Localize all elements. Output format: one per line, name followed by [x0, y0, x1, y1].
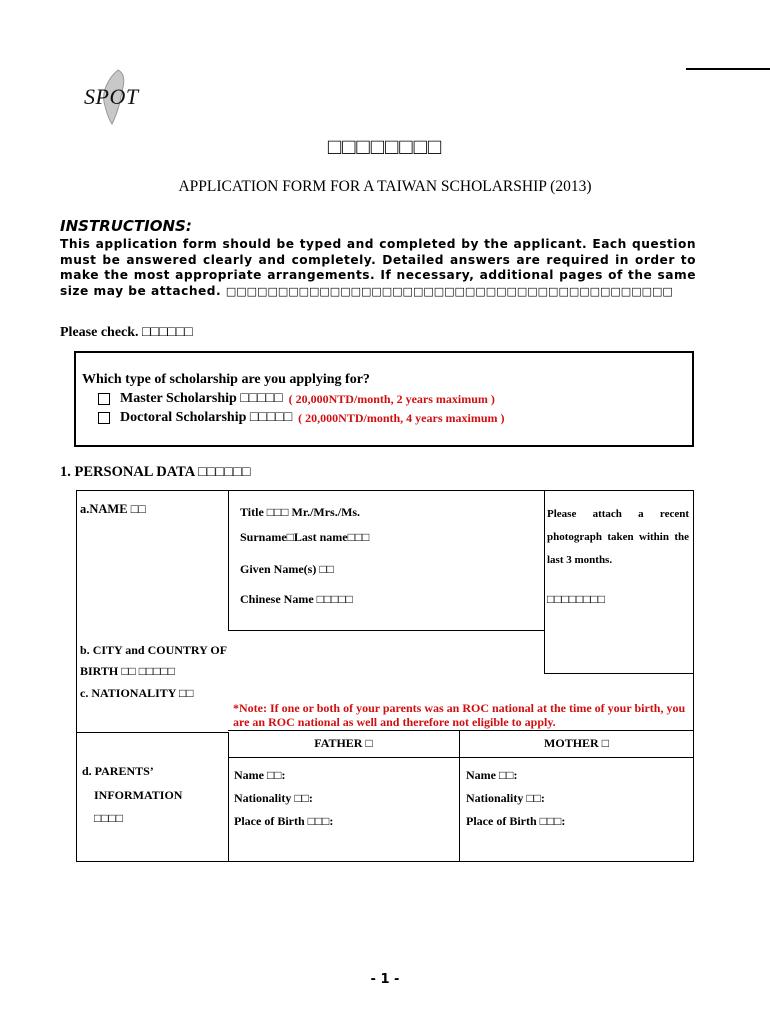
photo-instructions-cjk: □□□□□□□□	[547, 592, 605, 606]
doctoral-note: ( 20,000NTD/month, 4 years maximum )	[298, 410, 505, 425]
roc-note: *Note: If one or both of your parents was an ROC national at the time of your birth, you are an ROC national as well and therefore not eligible to apply.	[233, 701, 686, 729]
instructions-body: This application form should be typed and completed by the applicant. Each question must be answered clearly and completely. Detailed answers are required in order to make the most appropriate arrangements. If necessary, additional pages of the same size may be attached.	[60, 237, 696, 298]
form-title: APPLICATION FORM FOR A TAIWAN SCHOLARSHIP (2013)	[178, 178, 592, 195]
logo-text: SPOT	[84, 84, 139, 109]
doctoral-checkbox[interactable]	[98, 412, 110, 424]
given-name-field[interactable]: Given Name(s) □□	[240, 562, 334, 576]
father-nationality-field[interactable]: Nationality □□:	[234, 791, 313, 805]
master-label: Master Scholarship □□□□□	[120, 391, 283, 406]
doctoral-option[interactable]	[98, 410, 505, 426]
spot-logo	[74, 68, 154, 126]
header-rule	[686, 68, 770, 70]
parents-label: d. PARENTS’	[82, 764, 154, 778]
personal-data-heading: 1. PERSONAL DATA □□□□□□	[60, 464, 251, 480]
instructions-cjk: □□□□□□□□□□□□□□□□□□□□□□□□□□□□□□□□□□□□□□□□□□□	[225, 284, 673, 298]
scholarship-question: Which type of scholarship are you applying for?	[82, 372, 370, 387]
instructions-heading: INSTRUCTIONS:	[60, 217, 192, 235]
instructions-text	[60, 237, 696, 299]
father-header: FATHER □	[314, 736, 373, 750]
mother-name-field[interactable]: Name □□:	[466, 768, 518, 782]
personal-data-table	[76, 490, 694, 862]
birth-row-label: b. CITY and COUNTRY OF BIRTH □□ □□□□□	[80, 643, 227, 678]
mother-header: MOTHER □	[544, 736, 609, 750]
please-check-label: Please check. □□□□□□	[60, 325, 193, 340]
master-option[interactable]	[98, 391, 495, 407]
nationality-row-label: c. NATIONALITY □□	[80, 686, 194, 700]
photo-instructions: Please attach a recent photograph taken within the last 3 months.	[547, 508, 689, 566]
father-name-field[interactable]: Name □□:	[234, 768, 286, 782]
father-birthplace-field[interactable]: Place of Birth □□□:	[234, 814, 334, 828]
surname-field[interactable]: Surname□Last name□□□	[240, 530, 370, 544]
parents-label-cjk: □□□□	[94, 811, 123, 825]
doctoral-label: Doctoral Scholarship □□□□□	[120, 410, 293, 425]
name-row-label: a.NAME □□	[80, 502, 146, 516]
title-field[interactable]: Title □□□ Mr./Mrs./Ms.	[240, 505, 361, 519]
mother-nationality-field[interactable]: Nationality □□:	[466, 791, 545, 805]
chinese-title: □□□□□□□□	[327, 134, 443, 159]
master-note: ( 20,000NTD/month, 2 years maximum )	[288, 391, 495, 406]
master-checkbox[interactable]	[98, 393, 110, 405]
mother-birthplace-field[interactable]: Place of Birth □□□:	[466, 814, 566, 828]
page-number: - 1 -	[370, 972, 400, 987]
chinese-name-field[interactable]: Chinese Name □□□□□	[240, 592, 353, 606]
parents-label-2: INFORMATION	[94, 788, 183, 802]
